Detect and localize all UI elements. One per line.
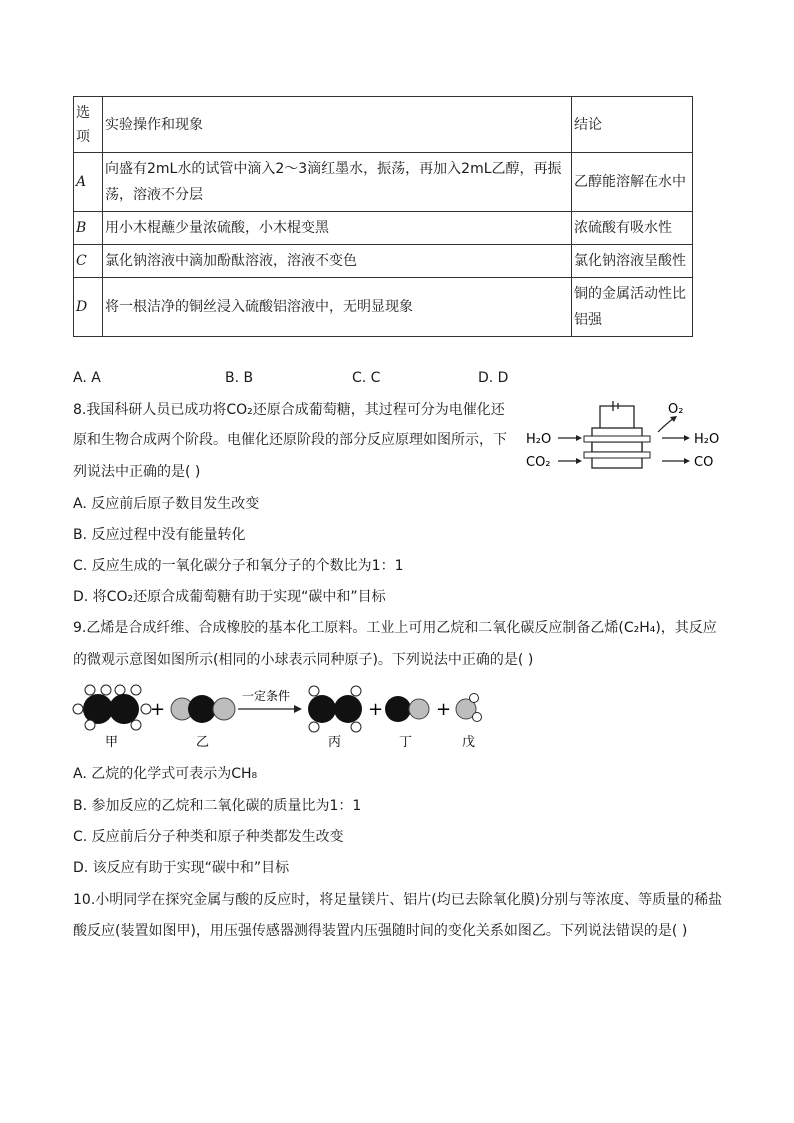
diagram-input-co2: CO₂ (526, 455, 551, 470)
plus-sign: + (436, 699, 452, 720)
row-option: D (74, 278, 103, 337)
experiment-table (73, 96, 693, 337)
q7-option-b[interactable]: B. B (225, 370, 254, 386)
label-jia: 甲 (105, 735, 119, 750)
label-wu: 戊 (462, 735, 476, 750)
header-conclusion: 结论 (572, 97, 693, 153)
row-operation: 氯化钠溶液中滴加酚酞溶液，溶液不变色 (103, 245, 572, 278)
q9-stem-line: 9.乙烯是合成纤维、合成橡胶的基本化工原料。工业上可用乙烷和二氧化碳反应制备乙烯(C₂H₄)，其反应 (73, 620, 717, 636)
row-operation-line: 荡，溶液不分层 (105, 187, 203, 203)
co-molecule (385, 696, 429, 722)
q8-option-b[interactable]: B. 反应过程中没有能量转化 (73, 527, 246, 543)
table-row (74, 212, 693, 245)
q9-option-b[interactable]: B. 参加反应的乙烷和二氧化碳的质量比为1：1 (73, 798, 362, 814)
table-header-row (74, 97, 693, 153)
label-bing: 丙 (328, 735, 342, 750)
row-conclusion-line: 铜的金属活动性比 (574, 286, 686, 302)
diagram-output-o2: O₂ (668, 402, 684, 417)
label-yi: 乙 (196, 735, 210, 750)
row-conclusion-line: 铝强 (574, 312, 602, 328)
q9-stem-line: 的微观示意图如图所示(相同的小球表示同种原子)。下列说法中正确的是( ) (73, 652, 534, 668)
row-conclusion: 乙醇能溶解在水中 (572, 153, 693, 212)
q9-option-a[interactable]: A. 乙烷的化学式可表示为CH₈ (73, 766, 258, 782)
row-conclusion: 氯化钠溶液呈酸性 (572, 245, 693, 278)
table-row (74, 153, 693, 212)
ethylene-molecule (308, 686, 362, 732)
diagram-input-h2o: H₂O (526, 432, 552, 447)
header-option: 选项 (74, 97, 103, 153)
q7-option-c[interactable]: C. C (352, 370, 381, 386)
table-row (74, 278, 693, 337)
table-row (74, 245, 693, 278)
diagram-output-co: CO (694, 455, 714, 470)
row-conclusion: 浓硫酸有吸水性 (572, 212, 693, 245)
row-conclusion (572, 278, 693, 337)
diagram-output-h2o: H₂O (694, 432, 720, 447)
q7-option-d[interactable]: D. D (478, 370, 509, 386)
q9-option-d[interactable]: D. 该反应有助于实现“碳中和”目标 (73, 860, 290, 876)
q10-stem-line: 酸反应(装置如图甲)，用压强传感器测得装置内压强随时间的变化关系如图乙。下列说法错误的是( ) (73, 923, 688, 939)
q8-stem-line: 列说法中正确的是( ) (73, 464, 201, 480)
row-operation: 将一根洁净的铜丝浸入硫酸铝溶液中，无明显现象 (103, 278, 572, 337)
q8-stem-line: 8.我国科研人员已成功将CO₂还原合成葡萄糖，其过程可分为电催化还 (73, 402, 505, 418)
q8-stem-line: 原和生物合成两个阶段。电催化还原阶段的部分反应原理如图所示，下 (73, 432, 507, 448)
row-operation: 用小木棍蘸少量浓硫酸，小木棍变黑 (103, 212, 572, 245)
q8-option-a[interactable]: A. 反应前后原子数目发生改变 (73, 496, 260, 512)
water-molecule (456, 694, 482, 722)
plus-sign: + (368, 699, 384, 720)
molecule-diagram (70, 680, 490, 752)
row-operation (103, 153, 572, 212)
row-operation-line: 向盛有2mL水的试管中滴入2～3滴红墨水，振荡，再加入2mL乙醇，再振 (105, 161, 562, 177)
q7-option-a[interactable]: A. A (73, 370, 101, 386)
plus-sign: + (150, 699, 166, 720)
row-option: B (74, 212, 103, 245)
header-operation: 实验操作和现象 (103, 97, 572, 153)
row-option: A (74, 153, 103, 212)
reaction-condition: 一定条件 (242, 689, 291, 703)
electrolysis-diagram (522, 396, 734, 476)
q9-option-c[interactable]: C. 反应前后分子种类和原子种类都发生改变 (73, 829, 344, 845)
label-ding: 丁 (399, 735, 413, 750)
q8-option-c[interactable]: C. 反应生成的一氧化碳分子和氧分子的个数比为1：1 (73, 558, 404, 574)
q10-stem-line: 10.小明同学在探究金属与酸的反应时，将足量镁片、铝片(均已去除氧化膜)分别与等浓度、等质量的稀盐 (73, 892, 723, 908)
row-option: C (74, 245, 103, 278)
q8-option-d[interactable]: D. 将CO₂还原合成葡萄糖有助于实现“碳中和”目标 (73, 589, 386, 605)
co2-molecule (171, 695, 235, 723)
ethane-molecule (73, 685, 151, 730)
